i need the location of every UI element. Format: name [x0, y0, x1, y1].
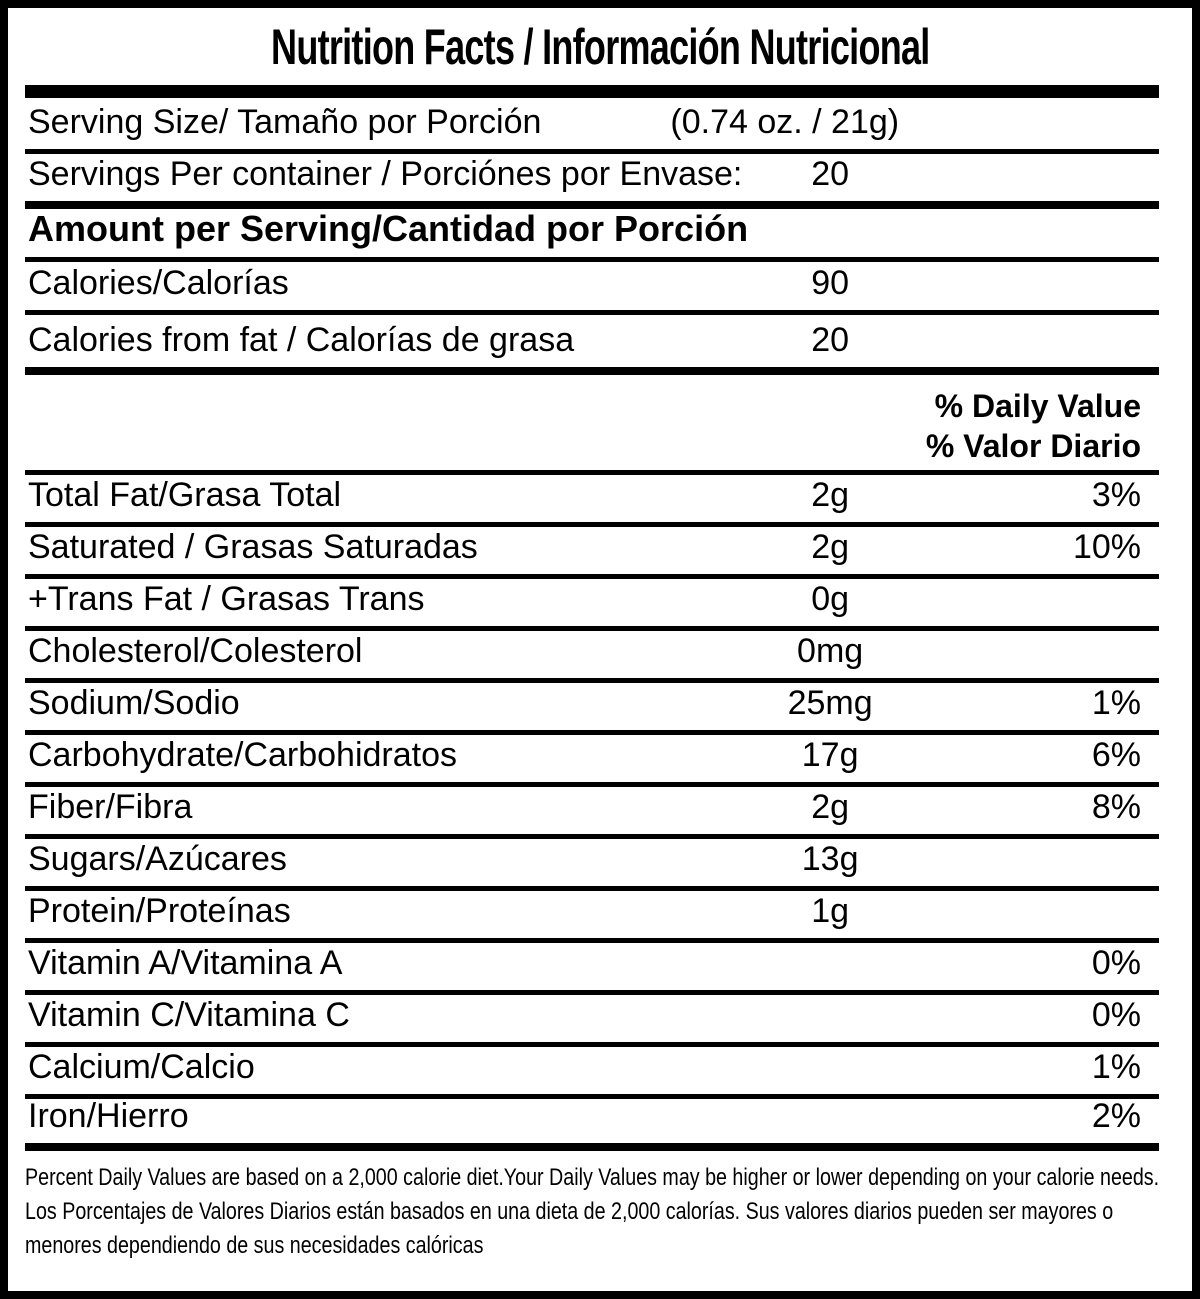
servings-per-container-row — [25, 154, 1159, 209]
nutrient-amount: 13g — [801, 840, 859, 878]
nutrient-label: Protein/Proteínas — [28, 892, 291, 930]
nutrient-label: Saturated / Grasas Saturadas — [28, 528, 478, 566]
nutrient-label: Fiber/Fibra — [28, 788, 193, 826]
nutrient-daily-value: 2% — [1091, 1097, 1141, 1135]
footnote-en: Percent Daily Values are based on a 2,000 calorie diet.Your Daily Values may be higher or lower depending on your calorie needs. — [25, 1164, 1160, 1191]
nutrient-label: +Trans Fat / Grasas Trans — [28, 580, 425, 618]
calories-value: 90 — [811, 264, 850, 302]
serving-size-value: (0.74 oz. / 21g) — [670, 103, 900, 141]
nutrient-label: Vitamin A/Vitamina A — [28, 944, 343, 982]
daily-value-header-es: % Valor Diario — [925, 428, 1141, 464]
serving-size-label: Serving Size/ Tamaño por Porción — [28, 103, 542, 141]
nutrient-amount: 2g — [811, 788, 850, 826]
nutrient-row — [25, 735, 1159, 787]
nutrient-row — [25, 943, 1159, 995]
nutrient-amount: 0g — [811, 580, 850, 618]
nutrient-row — [25, 839, 1159, 891]
nutrient-label: Calcium/Calcio — [28, 1048, 255, 1086]
nutrient-label: Iron/Hierro — [28, 1097, 189, 1135]
nutrient-row — [25, 995, 1159, 1047]
nutrient-row — [25, 787, 1159, 839]
nutrient-amount: 2g — [811, 476, 850, 514]
amount-per-serving-header-row — [25, 209, 1159, 262]
nutrient-daily-value: 10% — [1072, 528, 1141, 566]
nutrient-row — [25, 475, 1159, 527]
calories-from-fat-row — [25, 315, 1159, 375]
nutrient-row — [25, 579, 1159, 631]
title-divider — [25, 85, 1159, 98]
serving-size-row — [25, 98, 1159, 154]
nutrient-daily-value: 0% — [1091, 996, 1141, 1034]
nutrient-row — [25, 1099, 1159, 1151]
nutrient-daily-value: 1% — [1091, 684, 1141, 722]
nutrient-daily-value: 3% — [1091, 476, 1141, 514]
amount-per-serving-header: Amount per Serving/Cantidad por Porción — [28, 208, 749, 249]
nutrient-amount: 0mg — [797, 632, 864, 670]
calories-from-fat-value: 20 — [811, 321, 850, 359]
nutrient-amount: 1g — [811, 892, 850, 930]
calories-from-fat-label: Calories from fat / Calorías de grasa — [28, 321, 575, 359]
daily-value-header-en-row — [25, 375, 1159, 430]
nutrient-daily-value: 8% — [1091, 788, 1141, 826]
nutrient-amount: 25mg — [787, 684, 873, 722]
nutrient-label: Sodium/Sodio — [28, 684, 240, 722]
label-content — [25, 85, 1159, 1263]
nutrient-daily-value: 6% — [1091, 736, 1141, 774]
nutrient-label: Cholesterol/Colesterol — [28, 632, 363, 670]
nutrient-row — [25, 527, 1159, 579]
servings-per-container-label: Servings Per container / Porciónes por Envase: — [28, 155, 743, 193]
nutrient-row — [25, 631, 1159, 683]
nutrient-row — [25, 1047, 1159, 1099]
daily-value-header-en: % Daily Value — [934, 388, 1141, 424]
calories-label: Calories/Calorías — [28, 264, 289, 302]
label-title-text: Nutrition Facts / Información Nutricional — [270, 18, 930, 75]
nutrient-label: Vitamin C/Vitamina C — [28, 996, 350, 1034]
nutrient-daily-value: 1% — [1091, 1048, 1141, 1086]
label-title — [8, 8, 1192, 85]
nutrient-amount: 17g — [801, 736, 859, 774]
nutrient-label: Sugars/Azúcares — [28, 840, 287, 878]
nutrient-row — [25, 891, 1159, 943]
calories-row — [25, 262, 1159, 315]
nutrient-label: Carbohydrate/Carbohidratos — [28, 736, 458, 774]
daily-value-header-es-row — [25, 430, 1159, 475]
nutrient-row — [25, 683, 1159, 735]
nutrient-daily-value: 0% — [1091, 944, 1141, 982]
footnote-section — [25, 1161, 1159, 1263]
nutrient-label: Total Fat/Grasa Total — [28, 476, 342, 514]
nutrients-section — [25, 475, 1159, 1151]
servings-per-container-value: 20 — [811, 155, 850, 193]
footnote-es: Los Porcentajes de Valores Diarios están basados en una dieta de 2,000 calorías. Sus valores diarios pueden ser mayores o menores dependiendo de sus necesidades calóricas — [25, 1198, 1114, 1259]
nutrient-amount: 2g — [811, 528, 850, 566]
